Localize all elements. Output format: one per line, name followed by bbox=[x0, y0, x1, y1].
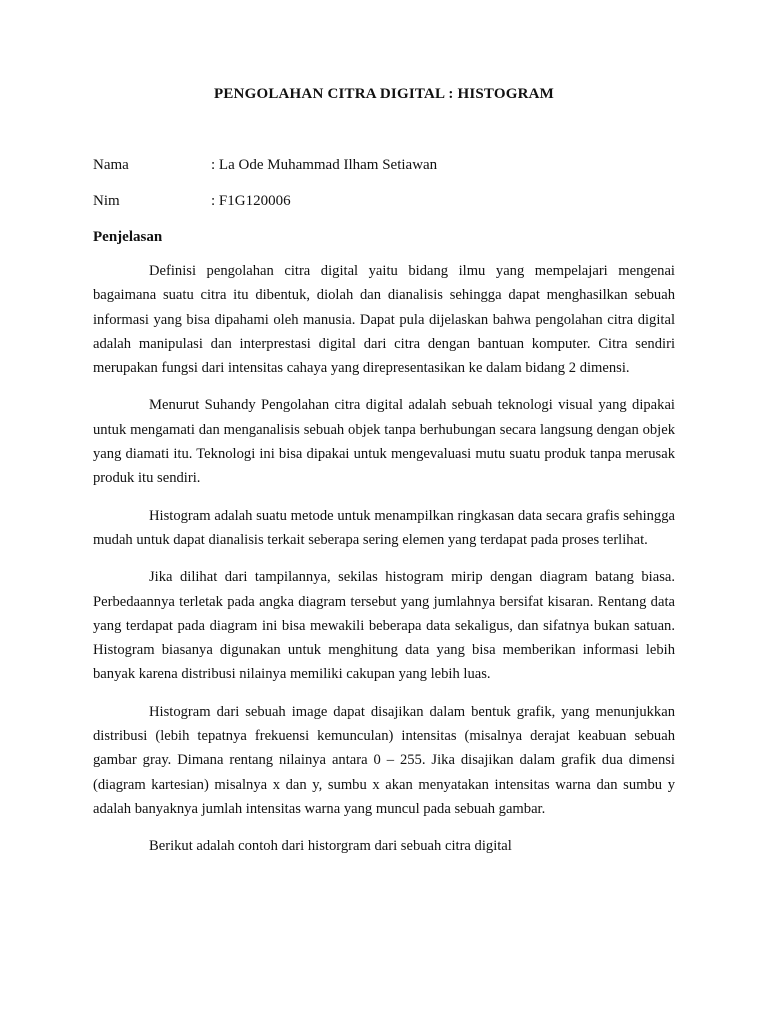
body-text bbox=[93, 259, 675, 872]
field-nim bbox=[93, 191, 493, 211]
nim-label: Nim bbox=[93, 193, 120, 209]
paragraph-histogram-definisi: Histogram adalah suatu metode untuk menampilkan ringkasan data secara grafis sehingga mudah untuk dapat dianalisis terkait seberapa sering elemen yang terdapat pada proses terlihat. bbox=[93, 507, 675, 548]
nim-value: : F1G120006 bbox=[211, 193, 291, 209]
field-nama bbox=[93, 155, 493, 175]
paragraph-contoh: Berikut adalah contoh dari historgram dari sebuah citra digital bbox=[149, 838, 512, 855]
document-title: PENGOLAHAN CITRA DIGITAL : HISTOGRAM bbox=[213, 86, 555, 102]
paragraph-suhandy: Menurut Suhandy Pengolahan citra digital adalah sebuah teknologi visual yang dipakai untuk mengamati dan menganalisis sebuah objek tanpa berhubungan secara langsung dengan objek yang diamati itu. Teknologi ini bisa dipakai untuk mengevaluasi mutu suatu produk tanpa merusak produk itu sendiri. bbox=[93, 397, 675, 487]
paragraph-histogram-image: Histogram dari sebuah image dapat disajikan dalam bentuk grafik, yang menunjukkan distribusi (lebih tepatnya frekuensi kemunculan) intensitas (misalnya derajat keabuan sebuah gambar gray. Dimana rentang nilainya antara 0 – 255. Jika disajikan dalam grafik dua dimensi (diagram kartesian) misalnya x dan y, sumbu x akan menyatakan intensitas warna dan sumbu y adalah banyaknya jumlah intensitas warna yang muncul pada sebuah gambar. bbox=[93, 703, 675, 817]
nama-label: Nama bbox=[93, 157, 129, 173]
paragraph-histogram-tampilan: Jika dilihat dari tampilannya, sekilas histogram mirip dengan diagram batang biasa. Perbedaannya terletak pada angka diagram tersebut yang jumlahnya bersifat kisaran. Rentang data yang terdapat pada diagram ini bisa mewakili beberapa data sekaligus, dan sifatnya bukan satuan. Histogram biasanya digunakan untuk menghitung data yang bisa memberikan informasi lebih banyak karena distribusi nilainya memiliki cakupan yang lebih luas. bbox=[93, 569, 675, 683]
nama-value: : La Ode Muhammad Ilham Setiawan bbox=[211, 157, 438, 173]
section-heading: Penjelasan bbox=[93, 229, 163, 245]
paragraph-definisi: Definisi pengolahan citra digital yaitu bidang ilmu yang mempelajari mengenai bagaimana suatu citra itu dibentuk, diolah dan dianalisis sehingga dapat menghasilkan sebuah informasi yang bisa dipahami oleh manusia. Dapat pula dijelaskan bahwa pengolahan citra digital adalah manipulasi dan interprestasi digital dari citra dengan bantuan komputer. Citra sendiri merupakan fungsi dari intensitas cahaya yang direpresentasikan ke dalam bidang 2 dimensi. bbox=[93, 263, 675, 377]
